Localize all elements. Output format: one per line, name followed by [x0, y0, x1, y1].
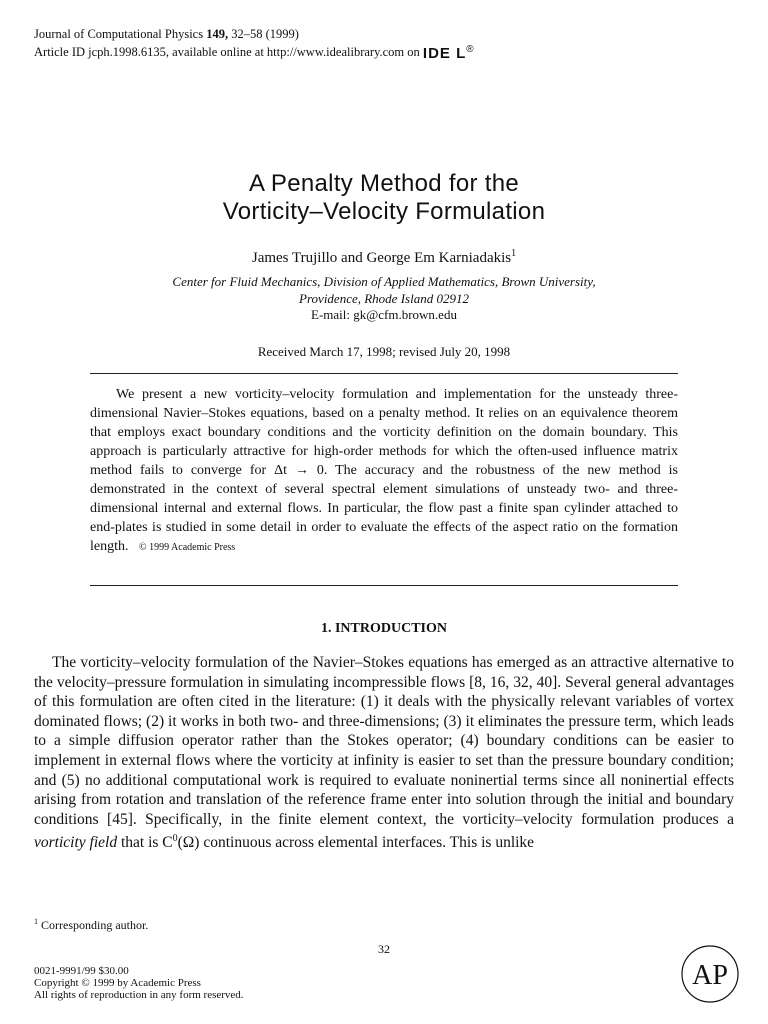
abstract-bottom-rule: [90, 585, 678, 586]
author-list: [0, 244, 768, 268]
ideal-logo: [423, 42, 475, 62]
article-id-text: Article ID jcph.1998.6135, available online at http://www.idealibrary.com on: [34, 45, 420, 59]
imprint-line-1: 0021-9991/99 $30.00: [34, 965, 129, 977]
intro-text-1: The vorticity–velocity formulation of the Navier–Stokes equations has emerged as an attractive alternative to the velocity–pressure formulation in simulating incompressible flows [8, 16, 32, 40]. Several general advantages of this formulation are often cited in the literature: (1) it deals with the physically relevant variables of vortex dominated flows; (2) it works in both two- and three-dimensions; (3) it eliminates the pressure term, which leads to a simple diffusion operator rather than the Stokes operator; (4) boundary conditions can be easier to implement in external flows where the vorticity at infinity is easier to set than the pressure boundary condition; and (5) no additional computational work is required to evaluate noninertial terms since all noninertial effects arising from rotation and translation of the reference frame enter into solution through the initial and boundary conditions [45]. Specifically, in the finite element context, the vorticity–velocity formulation produces a: [34, 654, 734, 828]
journal-volume: 149,: [206, 27, 229, 41]
academic-press-logo-text: AP: [692, 960, 728, 991]
article-id-line: [34, 42, 475, 62]
author-email: E-mail: gk@cfm.brown.edu: [311, 307, 457, 322]
abstract: [90, 385, 678, 557]
author-footnote-mark: 1: [511, 248, 517, 259]
title-line-2: Vorticity–Velocity Formulation: [222, 198, 546, 225]
intro-text-3: (Ω) continuous across elemental interfaces. This is unlike: [177, 834, 535, 852]
intro-text-2: that is C: [120, 834, 173, 852]
page-number: 32: [378, 942, 390, 956]
imprint-line-3: All rights of reproduction in any form reserved.: [34, 989, 244, 1001]
abstract-text: We present a new vorticity–velocity formulation and implementation for the unsteady three-dimensional Navier–Stokes equations, based on a penalty method. It relies on an equivalence theorem that employs exact boundary conditions and the vorticity definition on the domain boundary. This approach is particularly attractive for high-order methods for which the often-used influence matrix method fails to converge for Δt → 0. The accuracy and the robustness of the new method is demonstrated in the context of several spectral element simulations of unsteady two- and three-dimensional internal and external flows. In particular, the flow past a finite span cylinder attached to end-plates is studied in some detail in order to evaluate the effects of the aspect ratio on the formation length.: [90, 387, 678, 554]
intro-superscript: 0: [172, 833, 178, 845]
academic-press-logo: [680, 944, 740, 1004]
footnote-text: Corresponding author.: [41, 918, 149, 932]
journal-pages-year: 32–58 (1999): [231, 27, 299, 41]
ideal-logo-text: IDE L: [422, 45, 467, 62]
affiliation-line-1: Center for Fluid Mechanics, Division of Applied Mathematics, Brown University,: [172, 274, 596, 289]
footnote: [34, 914, 148, 933]
author-names: James Trujillo and George Em Karniadakis: [251, 250, 512, 266]
abstract-top-rule: [90, 373, 678, 374]
footnote-mark: 1: [34, 917, 38, 926]
paper-title: [0, 170, 768, 226]
abstract-copyright: © 1999 Academic Press: [139, 542, 236, 553]
received-dates: Received March 17, 1998; revised July 20, 1998: [257, 344, 511, 359]
title-line-1: A Penalty Method for the: [248, 170, 520, 197]
affiliation-line-2: Providence, Rhode Island 02912: [299, 291, 469, 306]
registered-mark: ®: [466, 44, 475, 55]
section-heading: 1. INTRODUCTION: [320, 621, 447, 636]
intro-paragraph: [34, 653, 734, 853]
journal-citation: [34, 26, 299, 42]
intro-emphasis: vorticity field: [34, 834, 118, 852]
imprint-line-2: Copyright © 1999 by Academic Press: [34, 977, 201, 989]
journal-name: Journal of Computational Physics: [34, 27, 204, 41]
